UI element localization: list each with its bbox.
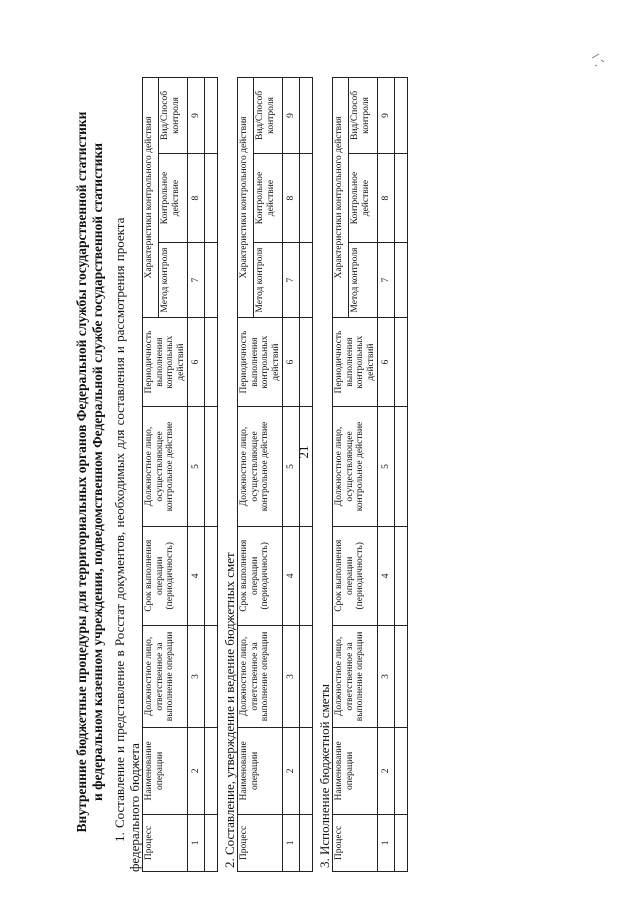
header-row (333, 78, 349, 872)
table-cell (395, 626, 408, 728)
table-cell (300, 727, 313, 814)
col-header-method: Метод контроля (254, 243, 283, 318)
column-number: 1 (188, 814, 205, 871)
column-number: 6 (283, 317, 300, 406)
col-header-periodicity: Периодичность выполнения контрольных действий (238, 317, 283, 406)
table-cell (205, 407, 218, 526)
col-header-type: Вид/Способ контроля (159, 78, 188, 154)
col-header-process: Процесс (238, 814, 283, 871)
column-number-row (378, 78, 395, 872)
column-number: 2 (283, 727, 300, 814)
title-line-1: Внутренние бюджетные процедуры для территориальных органов Федеральной службы государственной статистики (74, 111, 89, 833)
table-cell (205, 526, 218, 625)
column-number: 5 (378, 407, 395, 526)
column-number: 9 (283, 78, 300, 154)
column-number: 7 (188, 243, 205, 318)
rotated-document-body (74, 72, 454, 872)
column-number: 3 (283, 626, 300, 728)
col-header-type: Вид/Способ контроля (254, 78, 283, 154)
table-cell (205, 626, 218, 728)
table-cell (395, 727, 408, 814)
col-header-characteristics: Характеристики контрольного действия (238, 78, 254, 318)
col-header-process: Процесс (143, 814, 188, 871)
table-cell (300, 153, 313, 242)
col-header-control-person: Должностное лицо, осуществляющее контрольное действие (143, 407, 188, 526)
col-header-deadline: Срок выполнения операции (периодичность) (333, 526, 378, 625)
col-header-control-person: Должностное лицо, осуществляющее контрольное действие (333, 407, 378, 526)
column-number: 4 (188, 526, 205, 625)
column-number: 3 (188, 626, 205, 728)
table-cell (395, 317, 408, 406)
col-header-control-person: Должностное лицо, осуществляющее контрольное действие (238, 407, 283, 526)
column-number: 8 (378, 153, 395, 242)
col-header-responsible: Должностное лицо, ответственное за выполнение операции (143, 626, 188, 728)
column-number: 1 (283, 814, 300, 871)
col-header-operation-name: Наименование операции (333, 727, 378, 814)
col-header-periodicity: Периодичность выполнения контрольных действий (333, 317, 378, 406)
column-number: 2 (378, 727, 395, 814)
section-1-heading-line-1: 1. Составление и представление в Росстат документов, необходимых для составления и рассмотрения проекта (112, 217, 127, 842)
col-header-control-action: Контрольное действие (159, 153, 188, 242)
table-cell (395, 814, 408, 871)
table-cell (395, 407, 408, 526)
section-2-heading: 2. Составление, утверждение и ведение бюджетных смет (222, 552, 237, 868)
table-cell (205, 317, 218, 406)
col-header-control-action: Контрольное действие (349, 153, 378, 242)
column-number: 1 (378, 814, 395, 871)
column-number: 6 (378, 317, 395, 406)
section-1-heading (112, 72, 142, 872)
procedure-table (332, 77, 408, 872)
col-header-operation-name: Наименование операции (238, 727, 283, 814)
table-cell (205, 814, 218, 871)
section-2 (222, 72, 313, 872)
section-1 (112, 72, 218, 872)
table-cell (300, 526, 313, 625)
header-row (238, 78, 254, 872)
table-cell (300, 814, 313, 871)
col-header-method: Метод контроля (349, 243, 378, 318)
col-header-control-action: Контрольное действие (254, 153, 283, 242)
empty-row (205, 78, 218, 872)
column-number: 8 (188, 153, 205, 242)
table-cell (300, 78, 313, 154)
table-cell (205, 78, 218, 154)
col-header-process: Процесс (333, 814, 378, 871)
column-number: 4 (283, 526, 300, 625)
column-number: 8 (283, 153, 300, 242)
procedure-table (142, 77, 218, 872)
table-cell (205, 153, 218, 242)
document-title (74, 72, 106, 872)
table-cell (205, 727, 218, 814)
stamp-mark (588, 48, 614, 74)
table-cell (395, 243, 408, 318)
column-number: 9 (378, 78, 395, 154)
column-number: 2 (188, 727, 205, 814)
column-number-row (188, 78, 205, 872)
col-header-operation-name: Наименование операции (143, 727, 188, 814)
table-cell (300, 407, 313, 526)
table-cell (300, 317, 313, 406)
title-line-2: и федеральном казенном учреждении, подведомственном Федеральной службе государственной статистики (90, 142, 105, 802)
col-header-method: Метод контроля (159, 243, 188, 318)
empty-row (300, 78, 313, 872)
col-header-periodicity: Периодичность выполнения контрольных действий (143, 317, 188, 406)
section-3-heading: 3. Исполнение бюджетной сметы (317, 684, 332, 868)
section-3 (317, 72, 408, 872)
table-cell (300, 626, 313, 728)
col-header-type: Вид/Способ контроля (349, 78, 378, 154)
table-cell (395, 78, 408, 154)
col-header-responsible: Должностное лицо, ответственное за выполнение операции (238, 626, 283, 728)
procedure-table (237, 77, 313, 872)
column-number: 4 (378, 526, 395, 625)
column-number: 5 (283, 407, 300, 526)
table-cell (395, 153, 408, 242)
column-number: 7 (283, 243, 300, 318)
section-1-heading-line-2: федерального бюджета (127, 743, 142, 872)
column-number: 9 (188, 78, 205, 154)
column-number: 6 (188, 317, 205, 406)
column-number: 7 (378, 243, 395, 318)
column-number: 5 (188, 407, 205, 526)
col-header-responsible: Должностное лицо, ответственное за выполнение операции (333, 626, 378, 728)
table-cell (395, 526, 408, 625)
col-header-deadline: Срок выполнения операции (периодичность) (238, 526, 283, 625)
col-header-characteristics: Характеристики контрольного действия (333, 78, 349, 318)
table-cell (300, 243, 313, 318)
col-header-deadline: Срок выполнения операции (периодичность) (143, 526, 188, 625)
table-cell (205, 243, 218, 318)
empty-row (395, 78, 408, 872)
column-number-row (283, 78, 300, 872)
column-number: 3 (378, 626, 395, 728)
header-row (143, 78, 159, 872)
col-header-characteristics: Характеристики контрольного действия (143, 78, 159, 318)
page-number: 21 (296, 445, 311, 459)
